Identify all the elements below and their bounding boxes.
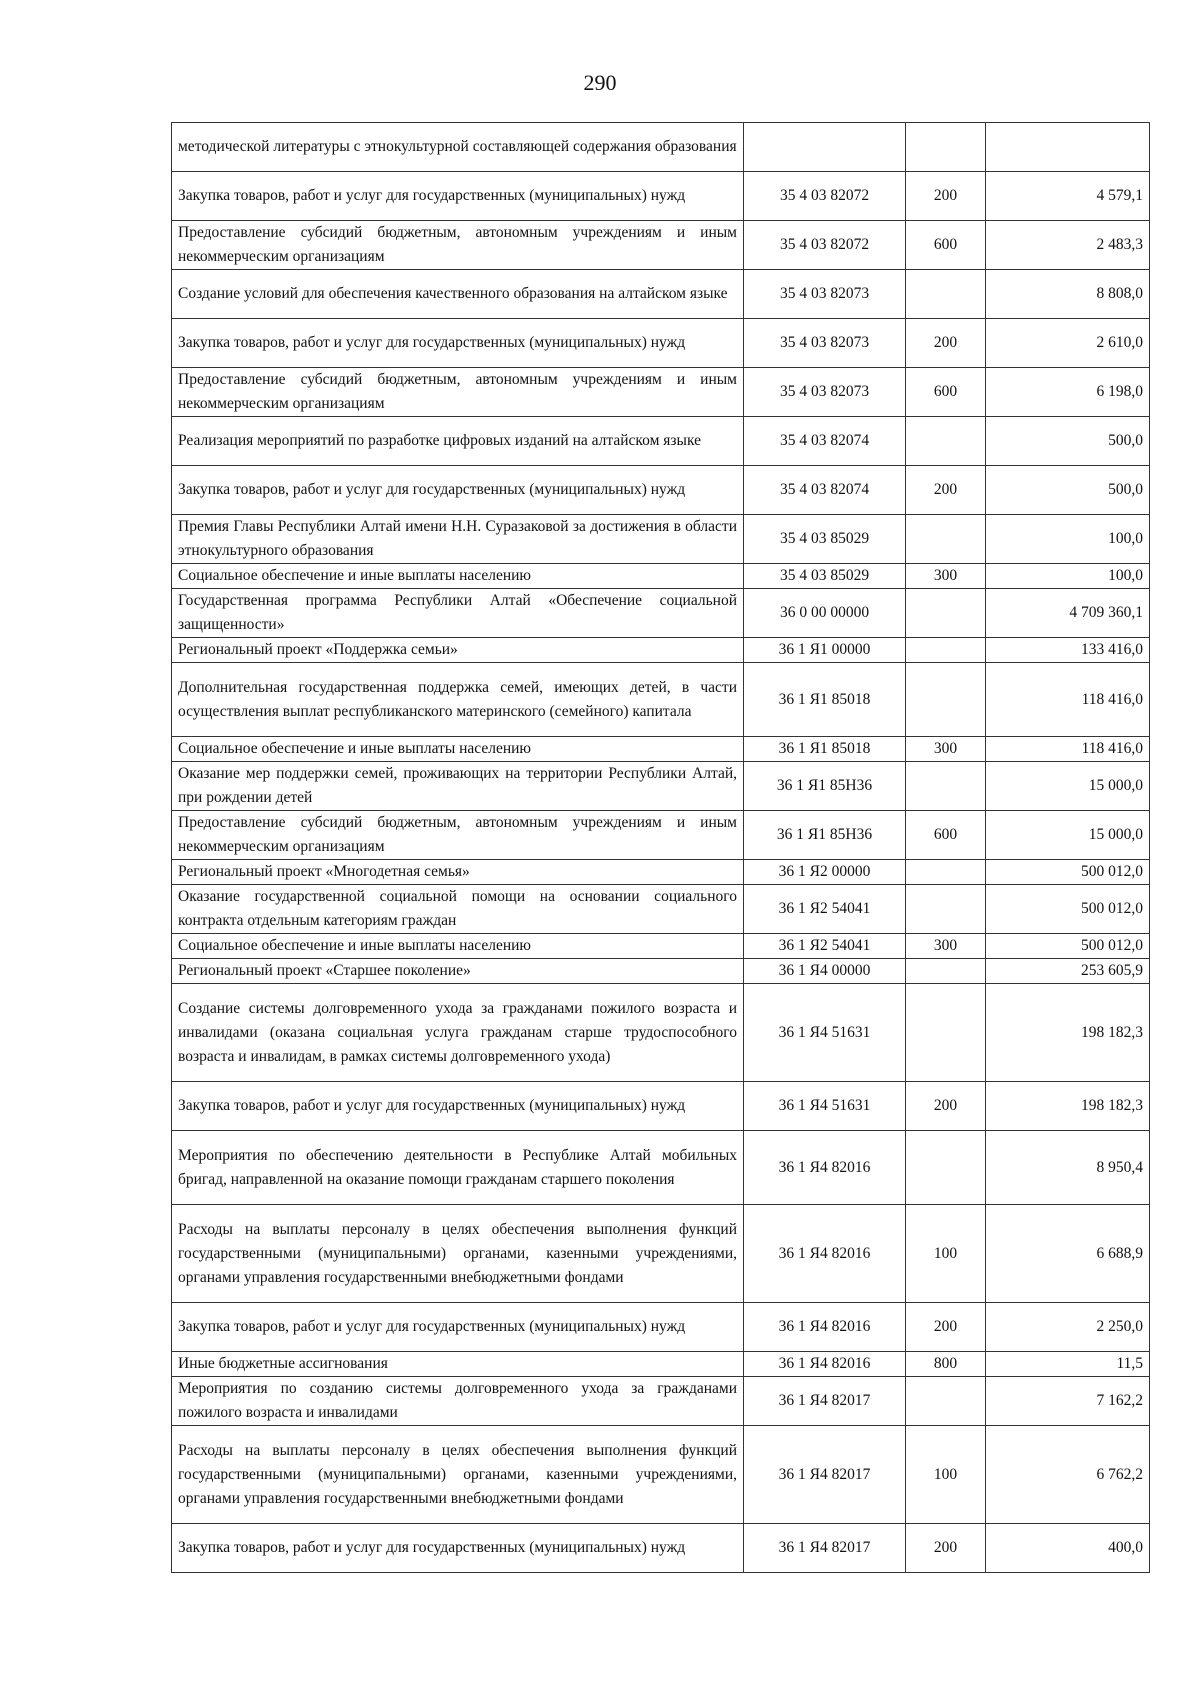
row-name-cell: Закупка товаров, работ и услуг для государственных (муниципальных) нужд: [172, 1303, 744, 1352]
table-row: [172, 860, 1150, 885]
row-name-cell: Региональный проект «Старшее поколение»: [172, 959, 744, 984]
row-amount-cell: 11,5: [986, 1352, 1150, 1377]
row-code-cell: 35 4 03 82072: [744, 172, 906, 221]
row-amount-cell: 4 709 360,1: [986, 589, 1150, 638]
budget-table: [171, 122, 1150, 1573]
row-name-cell: Закупка товаров, работ и услуг для государственных (муниципальных) нужд: [172, 1524, 744, 1573]
table-row: [172, 1377, 1150, 1426]
table-row: [172, 1131, 1150, 1205]
row-type-cell: 300: [906, 934, 986, 959]
row-name-cell: Закупка товаров, работ и услуг для государственных (муниципальных) нужд: [172, 319, 744, 368]
row-name-cell: Мероприятия по созданию системы долговременного ухода за гражданами пожилого возраста и инвалидами: [172, 1377, 744, 1426]
row-name-cell: Закупка товаров, работ и услуг для государственных (муниципальных) нужд: [172, 172, 744, 221]
row-name-cell: Предоставление субсидий бюджетным, автономным учреждениям и иным некоммерческим организациям: [172, 368, 744, 417]
row-amount-cell: 500 012,0: [986, 860, 1150, 885]
table-row: [172, 959, 1150, 984]
row-name-cell: Региональный проект «Многодетная семья»: [172, 860, 744, 885]
row-name-cell: Мероприятия по обеспечению деятельности в Республике Алтай мобильных бригад, направленной на оказание помощи гражданам старшего поколения: [172, 1131, 744, 1205]
row-code-cell: 36 1 Я1 85Н36: [744, 811, 906, 860]
row-type-cell: [906, 1377, 986, 1426]
row-code-cell: 36 1 Я4 51631: [744, 984, 906, 1082]
budget-table-body: [172, 123, 1150, 1573]
row-code-cell: 35 4 03 82073: [744, 270, 906, 319]
row-amount-cell: 15 000,0: [986, 762, 1150, 811]
table-row: [172, 368, 1150, 417]
row-amount-cell: 133 416,0: [986, 638, 1150, 663]
row-type-cell: 600: [906, 811, 986, 860]
row-code-cell: 36 1 Я4 82017: [744, 1524, 906, 1573]
row-amount-cell: 15 000,0: [986, 811, 1150, 860]
row-code-cell: 36 1 Я2 54041: [744, 934, 906, 959]
row-type-cell: 600: [906, 368, 986, 417]
row-type-cell: [906, 589, 986, 638]
table-row: [172, 589, 1150, 638]
table-row: [172, 1524, 1150, 1573]
row-type-cell: [906, 515, 986, 564]
row-code-cell: 36 1 Я2 00000: [744, 860, 906, 885]
row-code-cell: 36 1 Я4 00000: [744, 959, 906, 984]
row-code-cell: 35 4 03 82074: [744, 417, 906, 466]
row-name-cell: Дополнительная государственная поддержка семей, имеющих детей, в части осуществления выплат республиканского материнского (семейного) капитала: [172, 663, 744, 737]
row-amount-cell: 6 688,9: [986, 1205, 1150, 1303]
row-code-cell: [744, 123, 906, 172]
table-row: [172, 564, 1150, 589]
row-code-cell: 36 1 Я1 85018: [744, 737, 906, 762]
row-type-cell: 300: [906, 737, 986, 762]
row-name-cell: Оказание государственной социальной помощи на основании социального контракта отдельным категориям граждан: [172, 885, 744, 934]
row-amount-cell: 2 483,3: [986, 221, 1150, 270]
table-row: [172, 762, 1150, 811]
row-name-cell: Предоставление субсидий бюджетным, автономным учреждениям и иным некоммерческим организациям: [172, 811, 744, 860]
row-type-cell: [906, 417, 986, 466]
row-type-cell: [906, 959, 986, 984]
row-code-cell: 36 1 Я1 00000: [744, 638, 906, 663]
row-type-cell: 300: [906, 564, 986, 589]
table-row: [172, 417, 1150, 466]
row-type-cell: 800: [906, 1352, 986, 1377]
row-name-cell: Социальное обеспечение и иные выплаты населению: [172, 564, 744, 589]
row-code-cell: 36 1 Я4 82016: [744, 1352, 906, 1377]
table-row: [172, 737, 1150, 762]
row-type-cell: 200: [906, 1082, 986, 1131]
row-type-cell: [906, 638, 986, 663]
row-name-cell: методической литературы с этнокультурной составляющей содержания образования: [172, 123, 744, 172]
table-row: [172, 319, 1150, 368]
row-name-cell: Расходы на выплаты персоналу в целях обеспечения выполнения функций государственными (муниципальными) органами, казенными учреждениями, органами управления государственными внебюджетными фондами: [172, 1426, 744, 1524]
row-code-cell: 36 1 Я4 82016: [744, 1205, 906, 1303]
row-name-cell: Закупка товаров, работ и услуг для государственных (муниципальных) нужд: [172, 1082, 744, 1131]
row-amount-cell: 8 950,4: [986, 1131, 1150, 1205]
row-name-cell: Региональный проект «Поддержка семьи»: [172, 638, 744, 663]
row-type-cell: [906, 885, 986, 934]
row-amount-cell: 100,0: [986, 564, 1150, 589]
row-name-cell: Государственная программа Республики Алтай «Обеспечение социальной защищенности»: [172, 589, 744, 638]
row-type-cell: [906, 663, 986, 737]
row-code-cell: 36 0 00 00000: [744, 589, 906, 638]
table-row: [172, 221, 1150, 270]
row-amount-cell: 6 198,0: [986, 368, 1150, 417]
row-amount-cell: 198 182,3: [986, 1082, 1150, 1131]
row-amount-cell: 4 579,1: [986, 172, 1150, 221]
row-name-cell: Создание системы долговременного ухода за гражданами пожилого возраста и инвалидами (оказана социальная услуга гражданам старше трудоспособного возраста и инвалидам, в рамках системы долговременного ухода): [172, 984, 744, 1082]
table-row: [172, 515, 1150, 564]
row-amount-cell: 118 416,0: [986, 663, 1150, 737]
table-row: [172, 885, 1150, 934]
row-name-cell: Реализация мероприятий по разработке цифровых изданий на алтайском языке: [172, 417, 744, 466]
row-type-cell: 200: [906, 319, 986, 368]
row-amount-cell: 100,0: [986, 515, 1150, 564]
table-row: [172, 811, 1150, 860]
row-amount-cell: [986, 123, 1150, 172]
table-row: [172, 934, 1150, 959]
row-code-cell: 36 1 Я4 82016: [744, 1303, 906, 1352]
row-name-cell: Расходы на выплаты персоналу в целях обеспечения выполнения функций государственными (муниципальными) органами, казенными учреждениями, органами управления государственными внебюджетными фондами: [172, 1205, 744, 1303]
page-number: 290: [583, 70, 617, 95]
row-type-cell: 100: [906, 1205, 986, 1303]
row-code-cell: 35 4 03 82072: [744, 221, 906, 270]
row-type-cell: 600: [906, 221, 986, 270]
row-name-cell: Социальное обеспечение и иные выплаты населению: [172, 934, 744, 959]
row-type-cell: [906, 984, 986, 1082]
row-amount-cell: 118 416,0: [986, 737, 1150, 762]
table-row: [172, 270, 1150, 319]
row-name-cell: Оказание мер поддержки семей, проживающих на территории Республики Алтай, при рождении детей: [172, 762, 744, 811]
row-name-cell: Закупка товаров, работ и услуг для государственных (муниципальных) нужд: [172, 466, 744, 515]
row-amount-cell: 500 012,0: [986, 934, 1150, 959]
row-type-cell: [906, 1131, 986, 1205]
table-row: [172, 1426, 1150, 1524]
row-type-cell: [906, 270, 986, 319]
table-row: [172, 984, 1150, 1082]
row-amount-cell: 253 605,9: [986, 959, 1150, 984]
row-type-cell: 200: [906, 1524, 986, 1573]
table-row: [172, 1205, 1150, 1303]
row-name-cell: Премия Главы Республики Алтай имени Н.Н. Суразаковой за достижения в области этнокультурного образования: [172, 515, 744, 564]
row-amount-cell: 400,0: [986, 1524, 1150, 1573]
row-name-cell: Иные бюджетные ассигнования: [172, 1352, 744, 1377]
row-name-cell: Социальное обеспечение и иные выплаты населению: [172, 737, 744, 762]
row-code-cell: 36 1 Я4 51631: [744, 1082, 906, 1131]
table-row: [172, 172, 1150, 221]
row-type-cell: 200: [906, 172, 986, 221]
row-name-cell: Предоставление субсидий бюджетным, автономным учреждениям и иным некоммерческим организациям: [172, 221, 744, 270]
table-row: [172, 466, 1150, 515]
table-row: [172, 123, 1150, 172]
row-type-cell: 200: [906, 466, 986, 515]
row-code-cell: 35 4 03 82074: [744, 466, 906, 515]
row-amount-cell: 7 162,2: [986, 1377, 1150, 1426]
table-row: [172, 663, 1150, 737]
row-code-cell: 36 1 Я4 82016: [744, 1131, 906, 1205]
row-code-cell: 36 1 Я1 85Н36: [744, 762, 906, 811]
row-amount-cell: 6 762,2: [986, 1426, 1150, 1524]
row-amount-cell: 198 182,3: [986, 984, 1150, 1082]
row-code-cell: 36 1 Я1 85018: [744, 663, 906, 737]
row-code-cell: 36 1 Я4 82017: [744, 1377, 906, 1426]
row-type-cell: 100: [906, 1426, 986, 1524]
table-row: [172, 1303, 1150, 1352]
row-type-cell: [906, 860, 986, 885]
row-code-cell: 35 4 03 82073: [744, 319, 906, 368]
row-code-cell: 36 1 Я4 82017: [744, 1426, 906, 1524]
table-row: [172, 1352, 1150, 1377]
row-amount-cell: 2 610,0: [986, 319, 1150, 368]
table-row: [172, 638, 1150, 663]
row-amount-cell: 2 250,0: [986, 1303, 1150, 1352]
row-amount-cell: 500,0: [986, 466, 1150, 515]
row-code-cell: 36 1 Я2 54041: [744, 885, 906, 934]
row-name-cell: Создание условий для обеспечения качественного образования на алтайском языке: [172, 270, 744, 319]
row-code-cell: 35 4 03 85029: [744, 515, 906, 564]
row-type-cell: [906, 123, 986, 172]
row-amount-cell: 500 012,0: [986, 885, 1150, 934]
row-code-cell: 35 4 03 82073: [744, 368, 906, 417]
row-code-cell: 35 4 03 85029: [744, 564, 906, 589]
row-amount-cell: 500,0: [986, 417, 1150, 466]
table-row: [172, 1082, 1150, 1131]
row-type-cell: [906, 762, 986, 811]
row-type-cell: 200: [906, 1303, 986, 1352]
row-amount-cell: 8 808,0: [986, 270, 1150, 319]
